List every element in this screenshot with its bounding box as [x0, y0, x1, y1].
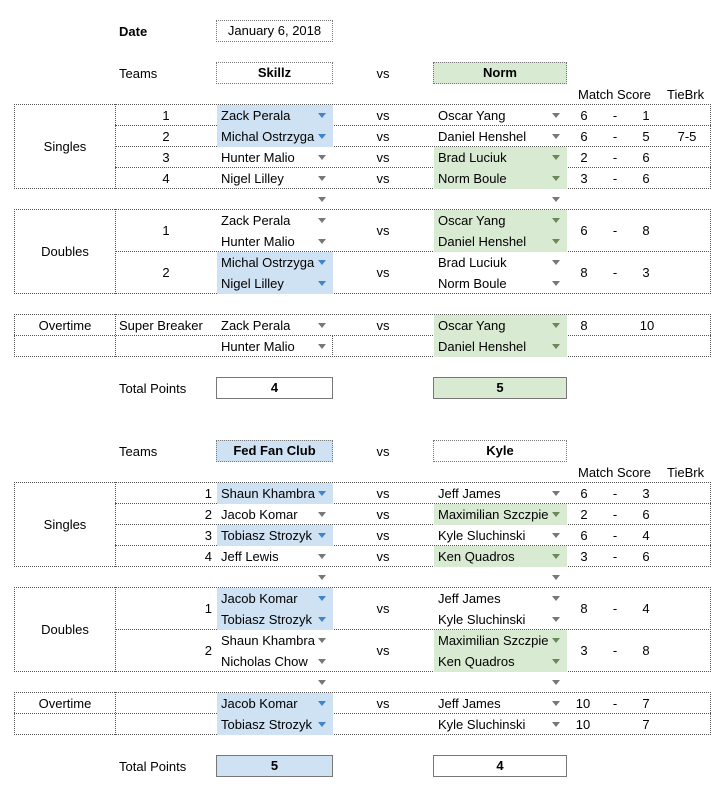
singles-number: 3	[162, 150, 170, 165]
score-home: 6	[580, 223, 588, 238]
score-home: 8	[580, 265, 588, 280]
doubles-home-player[interactable]: Jacob Komar	[217, 588, 333, 609]
score-away: 8	[642, 643, 650, 658]
tiebrk-header: TieBrk	[667, 465, 705, 480]
score-home: 8	[580, 601, 588, 616]
score-home: 3	[580, 643, 588, 658]
score-home: 6	[580, 108, 588, 123]
score-dash: -	[612, 150, 618, 165]
doubles-away-player[interactable]: Oscar Yang	[434, 210, 567, 231]
singles-number: 2	[162, 129, 170, 144]
vs-label: vs	[376, 150, 390, 165]
score-away: 8	[642, 223, 650, 238]
singles-away-player[interactable]: Oscar Yang	[438, 108, 506, 123]
vs-label: vs	[376, 444, 390, 459]
tiebrk-header: TieBrk	[667, 87, 705, 102]
singles-away-player[interactable]: Kyle Sluchinski	[438, 528, 526, 543]
overtime-home-player[interactable]: Jacob Komar	[217, 693, 333, 714]
dropdown-arrow-icon[interactable]	[318, 575, 326, 580]
doubles-away-player[interactable]: Maximilian Szczpie	[434, 630, 567, 651]
score-dash: -	[612, 265, 618, 280]
away-total-points: 5	[433, 377, 567, 399]
score-home: 6	[580, 528, 588, 543]
score-away: 6	[642, 171, 650, 186]
dropdown-arrow-icon[interactable]	[318, 155, 326, 160]
dropdown-arrow-icon[interactable]	[552, 617, 560, 622]
dropdown-arrow-icon[interactable]	[552, 281, 560, 286]
singles-away-player[interactable]: Daniel Henshel	[438, 129, 527, 144]
doubles-number: 1	[162, 223, 170, 238]
dropdown-arrow-icon[interactable]	[318, 533, 326, 538]
singles-home-player[interactable]: Tobiasz Strozyk	[217, 525, 333, 546]
dropdown-arrow-icon[interactable]	[552, 134, 560, 139]
super-breaker-label: Super Breaker	[119, 318, 203, 333]
vs-label: vs	[376, 223, 390, 238]
singles-away-player[interactable]: Brad Luciuk	[434, 147, 567, 168]
overtime-away-player[interactable]: Jeff James	[438, 696, 501, 711]
doubles-label: Doubles	[41, 622, 89, 637]
overtime-away-player[interactable]: Kyle Sluchinski	[438, 717, 526, 732]
score-dash: -	[612, 696, 618, 711]
dropdown-arrow-icon[interactable]	[552, 638, 560, 643]
dropdown-arrow-icon[interactable]	[318, 176, 326, 181]
doubles-away-player[interactable]: Kyle Sluchinski	[438, 612, 526, 627]
dropdown-arrow-icon[interactable]	[318, 281, 326, 286]
vs-label: vs	[376, 265, 390, 280]
away-team-name[interactable]: Kyle	[433, 440, 567, 462]
total-points-label: Total Points	[119, 381, 187, 396]
home-total-points: 4	[216, 377, 333, 399]
dropdown-arrow-icon[interactable]	[318, 239, 326, 244]
away-team-name[interactable]: Norm	[433, 62, 567, 84]
dropdown-arrow-icon[interactable]	[552, 239, 560, 244]
overtime-away-player[interactable]: Daniel Henshel	[434, 336, 567, 357]
dropdown-arrow-icon[interactable]	[318, 722, 326, 727]
vs-label: vs	[376, 549, 390, 564]
home-total-points: 5	[216, 755, 333, 777]
score-home: 6	[580, 486, 588, 501]
score-dash: -	[612, 223, 618, 238]
date-label: Date	[119, 24, 148, 39]
score-home: 2	[580, 507, 588, 522]
score-dash: -	[612, 129, 618, 144]
home-team-name[interactable]: Skillz	[216, 62, 333, 84]
doubles-away-player[interactable]: Jeff James	[438, 591, 501, 606]
singles-away-player[interactable]: Maximilian Szczpie	[434, 504, 567, 525]
singles-number: 1	[162, 108, 170, 123]
score-dash: -	[612, 549, 618, 564]
teams-label: Teams	[119, 66, 158, 81]
singles-home-player[interactable]: Michal Ostrzyga	[217, 126, 333, 147]
dropdown-arrow-icon[interactable]	[552, 701, 560, 706]
singles-number: 2	[204, 507, 212, 522]
dropdown-arrow-icon[interactable]	[318, 680, 326, 685]
dropdown-arrow-icon[interactable]	[552, 680, 560, 685]
tiebreak-score	[672, 105, 702, 126]
score-away: 5	[642, 129, 650, 144]
doubles-home-player[interactable]: Tobiasz Strozyk	[217, 609, 333, 630]
score-dash: -	[612, 601, 618, 616]
overtime-away-player[interactable]: Oscar Yang	[434, 315, 567, 336]
singles-away-player[interactable]: Norm Boule	[434, 168, 567, 189]
dropdown-arrow-icon[interactable]	[318, 491, 326, 496]
score-dash: -	[612, 643, 618, 658]
dropdown-arrow-icon[interactable]	[318, 134, 326, 139]
dropdown-arrow-icon[interactable]	[318, 323, 326, 328]
singles-away-player[interactable]: Ken Quadros	[434, 546, 567, 567]
vs-label: vs	[376, 486, 390, 501]
doubles-home-player[interactable]: Shaun Khambra	[221, 633, 315, 648]
dropdown-arrow-icon[interactable]	[552, 260, 560, 265]
dropdown-arrow-icon[interactable]	[552, 533, 560, 538]
score-away: 1	[642, 108, 650, 123]
vs-label: vs	[376, 318, 390, 333]
home-team-name[interactable]: Fed Fan Club	[216, 440, 333, 462]
vs-label: vs	[376, 601, 390, 616]
doubles-away-player[interactable]: Ken Quadros	[434, 651, 567, 672]
score-dash: -	[612, 108, 618, 123]
dropdown-arrow-icon[interactable]	[318, 218, 326, 223]
away-total-points: 4	[433, 755, 567, 777]
doubles-number: 2	[162, 265, 170, 280]
score-away: 6	[642, 507, 650, 522]
doubles-label: Doubles	[41, 244, 89, 259]
dropdown-arrow-icon[interactable]	[318, 701, 326, 706]
dropdown-arrow-icon[interactable]	[552, 596, 560, 601]
singles-label: Singles	[43, 139, 87, 154]
singles-number: 4	[204, 549, 212, 564]
dropdown-arrow-icon[interactable]	[318, 638, 326, 643]
singles-home-player[interactable]: Zack Perala	[217, 105, 333, 126]
teams-label: Teams	[119, 444, 158, 459]
dropdown-arrow-icon[interactable]	[318, 659, 326, 664]
vs-label: vs	[376, 507, 390, 522]
dropdown-arrow-icon[interactable]	[318, 344, 326, 349]
score-away: 7	[642, 696, 650, 711]
doubles-number: 2	[204, 643, 212, 658]
dropdown-arrow-icon[interactable]	[318, 512, 326, 517]
dropdown-arrow-icon[interactable]	[552, 197, 560, 202]
score-home: 3	[580, 549, 588, 564]
score-home: 6	[580, 129, 588, 144]
doubles-away-player[interactable]: Norm Boule	[438, 276, 507, 291]
score-home: 2	[580, 150, 588, 165]
dropdown-arrow-icon[interactable]	[552, 218, 560, 223]
dropdown-arrow-icon[interactable]	[552, 659, 560, 664]
dropdown-arrow-icon[interactable]	[552, 344, 560, 349]
date-field[interactable]: January 6, 2018	[216, 20, 333, 42]
vs-label: vs	[376, 108, 390, 123]
singles-home-player[interactable]: Jeff Lewis	[221, 549, 279, 564]
tiebreak-score: 7-5	[677, 129, 697, 144]
score-away: 10	[639, 318, 655, 333]
overtime-home-player[interactable]: Hunter Malio	[221, 339, 295, 354]
score-away: 3	[642, 486, 650, 501]
score-home: 10	[575, 696, 591, 711]
singles-label: Singles	[43, 517, 87, 532]
doubles-home-player[interactable]: Michal Ostrzyga	[217, 252, 333, 273]
doubles-away-player[interactable]: Brad Luciuk	[438, 255, 507, 270]
vs-label: vs	[376, 66, 390, 81]
overtime-home-player[interactable]: Tobiasz Strozyk	[217, 714, 333, 735]
singles-home-player[interactable]: Nigel Lilley	[221, 171, 284, 186]
doubles-number: 1	[204, 601, 212, 616]
doubles-home-player[interactable]: Hunter Malio	[221, 234, 295, 249]
score-away: 4	[642, 528, 650, 543]
singles-number: 4	[162, 171, 170, 186]
doubles-away-player[interactable]: Daniel Henshel	[434, 231, 567, 252]
dropdown-arrow-icon[interactable]	[318, 596, 326, 601]
match-score-header: Match Score	[578, 465, 651, 480]
singles-home-player[interactable]: Hunter Malio	[221, 150, 295, 165]
score-dash: -	[612, 486, 618, 501]
vs-label: vs	[376, 129, 390, 144]
vs-label: vs	[376, 528, 390, 543]
dropdown-arrow-icon[interactable]	[318, 554, 326, 559]
doubles-home-player[interactable]: Nigel Lilley	[217, 273, 333, 294]
dropdown-arrow-icon[interactable]	[552, 176, 560, 181]
singles-home-player[interactable]: Jacob Komar	[221, 507, 298, 522]
singles-number: 1	[204, 486, 212, 501]
score-home: 8	[580, 318, 588, 333]
dropdown-arrow-icon[interactable]	[552, 512, 560, 517]
score-away: 7	[642, 717, 650, 732]
overtime-label: Overtime	[38, 318, 92, 333]
dropdown-arrow-icon[interactable]	[552, 155, 560, 160]
vs-label: vs	[376, 696, 390, 711]
overtime-label: Overtime	[38, 696, 92, 711]
match-score-header: Match Score	[578, 87, 651, 102]
score-home: 3	[580, 171, 588, 186]
score-away: 4	[642, 601, 650, 616]
score-away: 3	[642, 265, 650, 280]
dropdown-arrow-icon[interactable]	[552, 554, 560, 559]
doubles-home-player[interactable]: Nicholas Chow	[221, 654, 308, 669]
singles-home-player[interactable]: Shaun Khambra	[217, 483, 333, 504]
singles-number: 3	[204, 528, 212, 543]
score-home: 10	[575, 717, 591, 732]
score-dash: -	[612, 171, 618, 186]
total-points-label: Total Points	[119, 759, 187, 774]
score-dash: -	[612, 507, 618, 522]
score-away: 6	[642, 150, 650, 165]
dropdown-arrow-icon[interactable]	[318, 260, 326, 265]
dropdown-arrow-icon[interactable]	[552, 323, 560, 328]
dropdown-arrow-icon[interactable]	[318, 197, 326, 202]
dropdown-arrow-icon[interactable]	[552, 575, 560, 580]
dropdown-arrow-icon[interactable]	[552, 491, 560, 496]
score-away: 6	[642, 549, 650, 564]
singles-away-player[interactable]: Jeff James	[438, 486, 501, 501]
dropdown-arrow-icon[interactable]	[318, 113, 326, 118]
dropdown-arrow-icon[interactable]	[318, 617, 326, 622]
overtime-home-player[interactable]: Zack Perala	[221, 318, 291, 333]
dropdown-arrow-icon[interactable]	[552, 113, 560, 118]
dropdown-arrow-icon[interactable]	[552, 722, 560, 727]
vs-label: vs	[376, 171, 390, 186]
vs-label: vs	[376, 643, 390, 658]
doubles-home-player[interactable]: Zack Perala	[221, 213, 291, 228]
score-dash: -	[612, 528, 618, 543]
